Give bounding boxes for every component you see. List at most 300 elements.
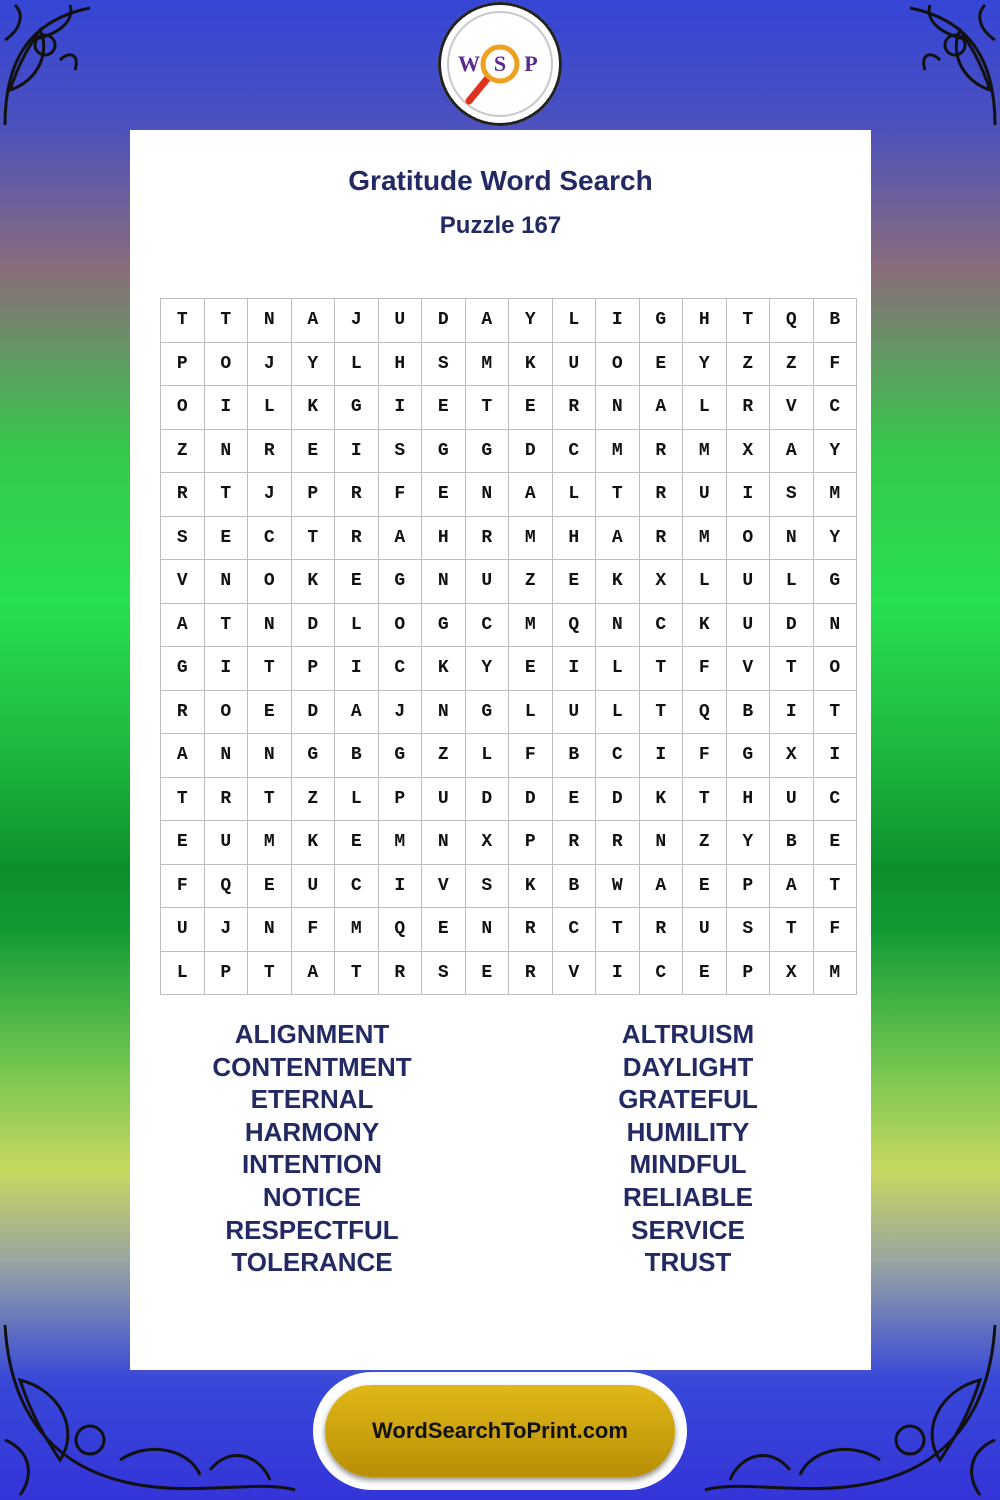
grid-row [161, 560, 857, 604]
grid-cell[interactable]: L [248, 386, 292, 430]
grid-cell[interactable]: T [291, 516, 335, 560]
grid-cell[interactable]: G [726, 734, 770, 778]
grid-cell[interactable]: C [639, 603, 683, 647]
grid-cell[interactable]: J [204, 908, 248, 952]
grid-cell[interactable]: N [596, 603, 640, 647]
grid-cell[interactable]: R [161, 690, 205, 734]
grid-cell[interactable]: H [378, 342, 422, 386]
grid-cell[interactable]: Q [378, 908, 422, 952]
grid-cell[interactable]: U [552, 690, 596, 734]
grid-cell[interactable]: E [204, 516, 248, 560]
word-list-item: RESPECTFUL [225, 1214, 399, 1245]
grid-cell[interactable]: M [248, 821, 292, 865]
grid-cell[interactable]: D [291, 690, 335, 734]
grid-cell[interactable]: O [204, 690, 248, 734]
grid-cell[interactable]: T [726, 299, 770, 343]
grid-cell[interactable]: P [204, 951, 248, 995]
grid-cell[interactable]: M [509, 516, 553, 560]
grid-row [161, 821, 857, 865]
grid-cell[interactable]: Y [813, 516, 857, 560]
grid-cell[interactable]: T [596, 473, 640, 517]
grid-cell[interactable]: Z [291, 777, 335, 821]
grid-cell[interactable]: I [596, 299, 640, 343]
grid-cell[interactable]: M [465, 342, 509, 386]
grid-cell[interactable]: I [639, 734, 683, 778]
grid-row [161, 386, 857, 430]
grid-cell[interactable]: E [683, 951, 727, 995]
grid-cell[interactable]: Z [726, 342, 770, 386]
wsp-logo[interactable] [438, 2, 562, 126]
grid-cell[interactable]: L [596, 690, 640, 734]
grid-cell[interactable]: O [596, 342, 640, 386]
grid-cell[interactable]: T [813, 864, 857, 908]
grid-cell[interactable]: S [422, 342, 466, 386]
grid-cell[interactable]: L [335, 342, 379, 386]
grid-cell[interactable]: Y [291, 342, 335, 386]
grid-cell[interactable]: F [509, 734, 553, 778]
grid-cell[interactable]: N [248, 908, 292, 952]
word-list-item: NOTICE [262, 1181, 362, 1212]
grid-cell[interactable]: M [813, 951, 857, 995]
grid-cell[interactable]: F [813, 342, 857, 386]
grid-cell[interactable]: T [639, 690, 683, 734]
grid-cell[interactable]: E [335, 821, 379, 865]
grid-cell[interactable]: T [813, 690, 857, 734]
grid-cell[interactable]: A [639, 386, 683, 430]
grid-cell[interactable]: M [509, 603, 553, 647]
grid-cell[interactable]: P [291, 473, 335, 517]
grid-cell[interactable]: B [552, 864, 596, 908]
grid-cell[interactable]: N [465, 473, 509, 517]
grid-cell[interactable]: L [552, 473, 596, 517]
grid-cell[interactable]: I [335, 429, 379, 473]
grid-cell[interactable]: X [639, 560, 683, 604]
grid-cell[interactable]: T [248, 647, 292, 691]
grid-cell[interactable]: G [378, 734, 422, 778]
grid-cell[interactable]: Z [161, 429, 205, 473]
grid-cell[interactable]: M [596, 429, 640, 473]
grid-cell[interactable]: E [291, 429, 335, 473]
grid-cell[interactable]: V [552, 951, 596, 995]
grid-row [161, 908, 857, 952]
grid-cell[interactable]: A [291, 299, 335, 343]
grid-cell[interactable]: A [161, 603, 205, 647]
word-list-item: GRATEFUL [618, 1084, 758, 1115]
grid-cell[interactable]: V [161, 560, 205, 604]
word-list-item: ALIGNMENT [234, 1019, 390, 1049]
grid-cell[interactable]: H [422, 516, 466, 560]
grid-cell[interactable]: E [422, 908, 466, 952]
grid-cell[interactable]: C [813, 386, 857, 430]
grid-cell[interactable]: C [813, 777, 857, 821]
grid-cell[interactable]: L [683, 386, 727, 430]
grid-cell[interactable]: E [509, 647, 553, 691]
grid-cell[interactable]: R [639, 473, 683, 517]
grid-cell[interactable]: N [204, 560, 248, 604]
grid-cell[interactable]: L [335, 777, 379, 821]
grid-cell[interactable]: M [813, 473, 857, 517]
grid-cell[interactable]: E [422, 386, 466, 430]
grid-cell[interactable]: I [378, 864, 422, 908]
grid-cell[interactable]: A [465, 299, 509, 343]
word-list-item: TOLERANCE [231, 1247, 393, 1278]
grid-cell[interactable]: N [248, 603, 292, 647]
grid-cell[interactable]: R [378, 951, 422, 995]
grid-row [161, 299, 857, 343]
grid-cell[interactable]: R [161, 473, 205, 517]
grid-cell[interactable]: U [726, 560, 770, 604]
word-list-item: DAYLIGHT [622, 1051, 754, 1082]
grid-cell[interactable]: R [639, 429, 683, 473]
grid-cell[interactable]: K [509, 342, 553, 386]
grid-cell[interactable]: M [683, 516, 727, 560]
word-list-left [162, 1018, 462, 1279]
grid-cell[interactable]: A [291, 951, 335, 995]
grid-row [161, 951, 857, 995]
grid-cell[interactable]: D [509, 429, 553, 473]
grid-cell[interactable]: X [770, 951, 814, 995]
logo-letter-s: S [493, 51, 507, 76]
grid-cell[interactable]: L [335, 603, 379, 647]
grid-cell[interactable]: U [291, 864, 335, 908]
grid-cell[interactable]: D [509, 777, 553, 821]
grid-cell[interactable]: N [248, 734, 292, 778]
grid-cell[interactable]: U [683, 908, 727, 952]
grid-cell[interactable]: R [204, 777, 248, 821]
page-title: Gratitude Word Search [348, 165, 653, 196]
site-link[interactable]: WordSearchToPrint.com [325, 1385, 675, 1477]
grid-cell[interactable]: E [509, 386, 553, 430]
grid-cell[interactable]: I [378, 386, 422, 430]
grid-cell[interactable]: K [639, 777, 683, 821]
grid-cell[interactable]: Y [509, 299, 553, 343]
grid-cell[interactable]: G [335, 386, 379, 430]
grid-cell[interactable]: P [726, 864, 770, 908]
grid-cell[interactable]: C [378, 647, 422, 691]
grid-cell[interactable]: N [422, 690, 466, 734]
grid-cell[interactable]: E [683, 864, 727, 908]
grid-cell[interactable]: B [726, 690, 770, 734]
grid-cell[interactable]: U [422, 777, 466, 821]
grid-cell[interactable]: O [378, 603, 422, 647]
grid-cell[interactable]: D [291, 603, 335, 647]
grid-cell[interactable]: U [204, 821, 248, 865]
grid-cell[interactable]: Q [552, 603, 596, 647]
grid-cell[interactable]: Y [683, 342, 727, 386]
grid-cell[interactable]: M [378, 821, 422, 865]
grid-cell[interactable]: U [770, 777, 814, 821]
grid-cell[interactable]: R [552, 821, 596, 865]
grid-cell[interactable]: A [770, 864, 814, 908]
grid-cell[interactable]: G [422, 429, 466, 473]
grid-cell[interactable]: S [378, 429, 422, 473]
grid-cell[interactable]: T [465, 386, 509, 430]
grid-cell[interactable]: G [813, 560, 857, 604]
grid-cell[interactable]: A [770, 429, 814, 473]
grid-cell[interactable]: Z [683, 821, 727, 865]
grid-cell[interactable]: U [465, 560, 509, 604]
grid-cell[interactable]: L [683, 560, 727, 604]
grid-cell[interactable]: E [465, 951, 509, 995]
grid-row [161, 864, 857, 908]
grid-cell[interactable]: X [726, 429, 770, 473]
grid-cell[interactable]: B [813, 299, 857, 343]
grid-cell[interactable]: U [552, 342, 596, 386]
grid-cell[interactable]: O [813, 647, 857, 691]
grid-cell[interactable]: Y [465, 647, 509, 691]
grid-cell[interactable]: R [248, 429, 292, 473]
word-list-item: CONTENTMENT [212, 1051, 412, 1082]
corner-ornament-top-right [870, 0, 1000, 130]
grid-cell[interactable]: I [335, 647, 379, 691]
grid-cell[interactable]: T [204, 603, 248, 647]
grid-cell[interactable]: X [465, 821, 509, 865]
grid-cell[interactable]: K [509, 864, 553, 908]
word-list-item: HARMONY [244, 1116, 380, 1147]
grid-cell[interactable]: O [161, 386, 205, 430]
grid-cell[interactable]: A [596, 516, 640, 560]
grid-cell[interactable]: R [726, 386, 770, 430]
grid-cell[interactable]: J [248, 342, 292, 386]
grid-cell[interactable]: K [291, 386, 335, 430]
grid-cell[interactable]: N [770, 516, 814, 560]
grid-row [161, 603, 857, 647]
grid-cell[interactable]: N [596, 386, 640, 430]
grid-cell[interactable]: A [161, 734, 205, 778]
grid-cell[interactable]: Q [204, 864, 248, 908]
grid-cell[interactable]: I [770, 690, 814, 734]
grid-cell[interactable]: N [813, 603, 857, 647]
magnifier-logo-icon [445, 9, 555, 119]
site-badge[interactable] [313, 1372, 687, 1490]
grid-cell[interactable]: U [683, 473, 727, 517]
grid-cell[interactable]: I [204, 386, 248, 430]
grid-cell[interactable]: F [291, 908, 335, 952]
grid-cell[interactable]: K [422, 647, 466, 691]
word-list-item: MINDFUL [629, 1149, 747, 1180]
grid-cell[interactable]: C [465, 603, 509, 647]
grid-cell[interactable]: G [161, 647, 205, 691]
grid-cell[interactable]: A [639, 864, 683, 908]
grid-cell[interactable]: O [726, 516, 770, 560]
grid-cell[interactable]: Q [683, 690, 727, 734]
grid-cell[interactable]: H [552, 516, 596, 560]
grid-cell[interactable]: M [335, 908, 379, 952]
grid-cell[interactable]: R [509, 951, 553, 995]
grid-cell[interactable]: T [248, 777, 292, 821]
corner-ornament-top-left [0, 0, 130, 130]
grid-cell[interactable]: R [639, 516, 683, 560]
word-list-item: HUMILITY [626, 1116, 750, 1147]
grid-cell[interactable]: I [552, 647, 596, 691]
grid-cell[interactable]: T [161, 777, 205, 821]
grid-cell[interactable]: R [552, 386, 596, 430]
grid-cell[interactable]: L [161, 951, 205, 995]
grid-cell[interactable]: Z [422, 734, 466, 778]
grid-cell[interactable]: T [639, 647, 683, 691]
grid-cell[interactable]: P [509, 821, 553, 865]
grid-cell[interactable]: L [465, 734, 509, 778]
grid-cell[interactable]: O [204, 342, 248, 386]
grid-cell[interactable]: P [726, 951, 770, 995]
grid-cell[interactable]: N [465, 908, 509, 952]
grid-cell[interactable]: X [770, 734, 814, 778]
grid-cell[interactable]: F [683, 647, 727, 691]
grid-cell[interactable]: I [204, 647, 248, 691]
puzzle-number: Puzzle 167 [439, 212, 562, 239]
word-list-item: SERVICE [631, 1214, 745, 1245]
grid-cell[interactable]: R [639, 908, 683, 952]
logo-letter-p: P [524, 51, 538, 76]
grid-cell[interactable]: E [552, 560, 596, 604]
grid-row [161, 473, 857, 517]
grid-cell[interactable]: L [552, 299, 596, 343]
grid-cell[interactable]: E [422, 473, 466, 517]
word-list-right [538, 1018, 838, 1279]
grid-cell[interactable]: S [465, 864, 509, 908]
grid-row [161, 734, 857, 778]
grid-row [161, 342, 857, 386]
grid-cell[interactable]: S [422, 951, 466, 995]
grid-cell[interactable]: P [291, 647, 335, 691]
grid-cell[interactable]: E [813, 821, 857, 865]
grid-cell[interactable]: A [378, 516, 422, 560]
grid-cell[interactable]: M [683, 429, 727, 473]
grid-cell[interactable]: T [161, 299, 205, 343]
grid-cell[interactable]: K [596, 560, 640, 604]
grid-cell[interactable]: I [813, 734, 857, 778]
grid-cell[interactable]: R [335, 473, 379, 517]
grid-cell[interactable]: G [465, 690, 509, 734]
grid-cell[interactable]: J [335, 299, 379, 343]
grid-cell[interactable]: C [552, 908, 596, 952]
grid-cell[interactable]: A [335, 690, 379, 734]
grid-cell[interactable]: H [683, 299, 727, 343]
grid-cell[interactable]: C [552, 429, 596, 473]
grid-cell[interactable]: T [204, 299, 248, 343]
grid-cell[interactable]: S [161, 516, 205, 560]
grid-cell[interactable]: U [378, 299, 422, 343]
word-list-item: ALTRUISM [621, 1019, 755, 1049]
grid-cell[interactable]: S [726, 908, 770, 952]
grid-cell[interactable]: V [422, 864, 466, 908]
grid-cell[interactable]: N [639, 821, 683, 865]
grid-cell[interactable]: I [596, 951, 640, 995]
grid-row [161, 429, 857, 473]
grid-cell[interactable]: A [509, 473, 553, 517]
grid-cell[interactable]: G [639, 299, 683, 343]
grid-cell[interactable]: O [248, 560, 292, 604]
grid-cell[interactable]: L [596, 647, 640, 691]
grid-cell[interactable]: Q [770, 299, 814, 343]
grid-cell[interactable]: Z [770, 342, 814, 386]
grid-cell[interactable]: Z [509, 560, 553, 604]
grid-row [161, 777, 857, 821]
grid-cell[interactable]: H [726, 777, 770, 821]
grid-cell[interactable]: V [726, 647, 770, 691]
grid-cell[interactable]: C [596, 734, 640, 778]
puzzle-sheet [130, 130, 871, 1370]
grid-row [161, 690, 857, 734]
grid-cell[interactable]: K [291, 560, 335, 604]
grid-cell[interactable]: D [770, 603, 814, 647]
grid-cell[interactable]: C [639, 951, 683, 995]
grid-cell[interactable]: N [422, 821, 466, 865]
grid-cell[interactable]: N [204, 429, 248, 473]
grid-cell[interactable]: N [204, 734, 248, 778]
grid-row [161, 647, 857, 691]
grid-cell[interactable]: E [552, 777, 596, 821]
grid-cell[interactable]: F [683, 734, 727, 778]
grid-cell[interactable]: B [552, 734, 596, 778]
grid-cell[interactable]: R [596, 821, 640, 865]
grid-cell[interactable]: Y [726, 821, 770, 865]
word-list-item: ETERNAL [250, 1084, 374, 1115]
grid-cell[interactable]: F [378, 473, 422, 517]
grid-cell[interactable]: K [291, 821, 335, 865]
grid-cell[interactable]: T [204, 473, 248, 517]
grid-cell[interactable]: J [378, 690, 422, 734]
grid-cell[interactable]: T [683, 777, 727, 821]
grid-cell[interactable]: D [596, 777, 640, 821]
grid-cell[interactable]: U [161, 908, 205, 952]
grid-cell[interactable]: U [726, 603, 770, 647]
grid-cell[interactable]: T [248, 951, 292, 995]
grid-cell[interactable]: G [465, 429, 509, 473]
grid-cell[interactable]: F [161, 864, 205, 908]
grid-cell[interactable]: P [161, 342, 205, 386]
grid-cell[interactable]: N [248, 299, 292, 343]
grid-cell[interactable]: P [378, 777, 422, 821]
grid-cell[interactable]: W [596, 864, 640, 908]
word-list-item: TRUST [644, 1247, 732, 1278]
grid-cell[interactable]: B [335, 734, 379, 778]
grid-cell[interactable]: J [248, 473, 292, 517]
grid-cell[interactable]: N [422, 560, 466, 604]
grid-cell[interactable]: T [770, 647, 814, 691]
grid-cell[interactable]: L [509, 690, 553, 734]
grid-cell[interactable]: R [465, 516, 509, 560]
grid-cell[interactable]: E [248, 690, 292, 734]
grid-cell[interactable]: K [683, 603, 727, 647]
grid-cell[interactable]: F [813, 908, 857, 952]
grid-cell[interactable]: T [335, 951, 379, 995]
grid-cell[interactable]: G [422, 603, 466, 647]
grid-cell[interactable]: L [770, 560, 814, 604]
grid-cell[interactable]: S [770, 473, 814, 517]
grid-cell[interactable]: D [465, 777, 509, 821]
grid-cell[interactable]: R [509, 908, 553, 952]
grid-cell[interactable]: V [770, 386, 814, 430]
grid-cell[interactable]: C [335, 864, 379, 908]
grid-row [161, 516, 857, 560]
grid-cell[interactable]: Y [813, 429, 857, 473]
grid-cell[interactable]: G [291, 734, 335, 778]
grid-cell[interactable]: I [726, 473, 770, 517]
grid-cell[interactable]: T [596, 908, 640, 952]
logo-letter-w: W [458, 51, 480, 76]
grid-cell[interactable]: T [770, 908, 814, 952]
grid-cell[interactable]: G [378, 560, 422, 604]
grid-cell[interactable]: B [770, 821, 814, 865]
grid-cell[interactable]: E [639, 342, 683, 386]
grid-cell[interactable]: E [161, 821, 205, 865]
grid-cell[interactable]: E [335, 560, 379, 604]
grid-cell[interactable]: D [422, 299, 466, 343]
grid-cell[interactable]: E [248, 864, 292, 908]
grid-cell[interactable]: R [335, 516, 379, 560]
grid-cell[interactable]: C [248, 516, 292, 560]
